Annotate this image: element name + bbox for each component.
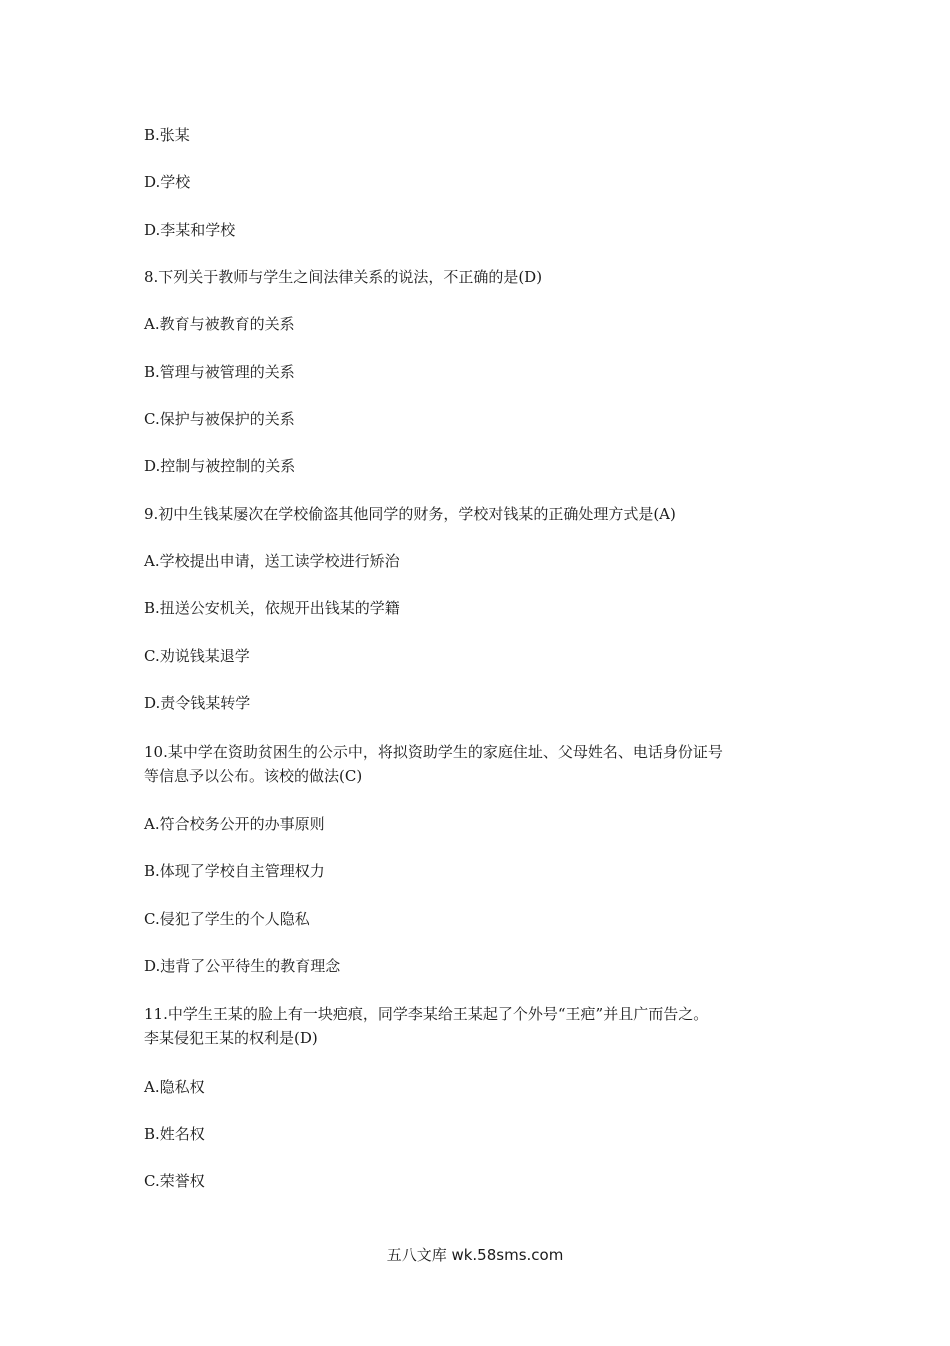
footer-watermark: 五八文库 wk.58sms.com (386, 1246, 564, 1264)
question-8: 8.下列关于教师与学生之间法律关系的说法，不正确的是(D) (144, 268, 543, 286)
q9-option-c: C.劝说钱某退学 (144, 647, 250, 665)
q9-option-a: A.学校提出申请，送工读学校进行矫治 (144, 552, 400, 570)
q10-option-b: B.体现了学校自主管理权力 (144, 862, 325, 880)
q10-option-c: C.侵犯了学生的个人隐私 (144, 910, 310, 928)
option-d-school: D.学校 (144, 173, 191, 191)
q8-option-a: A.教育与被教育的关系 (144, 315, 295, 333)
q11-option-a: A.隐私权 (144, 1078, 205, 1096)
question-10 (144, 740, 824, 788)
q10-option-a: A.符合校务公开的办事原则 (144, 815, 325, 833)
option-d-li-and-school: D.李某和学校 (144, 221, 236, 239)
question-11-line1: 11.中学生王某的脸上有一块疤痕，同学李某给王某起了个外号“王疤”并且广而告之。 (144, 1005, 709, 1023)
option-b-zhang: B.张某 (144, 126, 190, 144)
question-11 (144, 1002, 824, 1050)
question-10-line1: 10.某中学在资助贫困生的公示中，将拟资助学生的家庭住址、父母姓名、电话身份证号 (144, 743, 723, 761)
q9-option-b: B.扭送公安机关，依规开出钱某的学籍 (144, 599, 400, 617)
q10-option-d: D.违背了公平待生的教育理念 (144, 957, 341, 975)
question-11-line2: 李某侵犯王某的权利是(D) (144, 1029, 318, 1047)
q11-option-c: C.荣誉权 (144, 1172, 205, 1190)
q8-option-b: B.管理与被管理的关系 (144, 363, 295, 381)
question-10-line2: 等信息予以公布。该校的做法(C) (144, 767, 363, 785)
q9-option-d: D.责令钱某转学 (144, 694, 251, 712)
q11-option-b: B.姓名权 (144, 1125, 205, 1143)
q8-option-d: D.控制与被控制的关系 (144, 457, 296, 475)
q8-option-c: C.保护与被保护的关系 (144, 410, 295, 428)
question-9: 9.初中生钱某屡次在学校偷盗其他同学的财务，学校对钱某的正确处理方式是(A) (144, 505, 676, 523)
